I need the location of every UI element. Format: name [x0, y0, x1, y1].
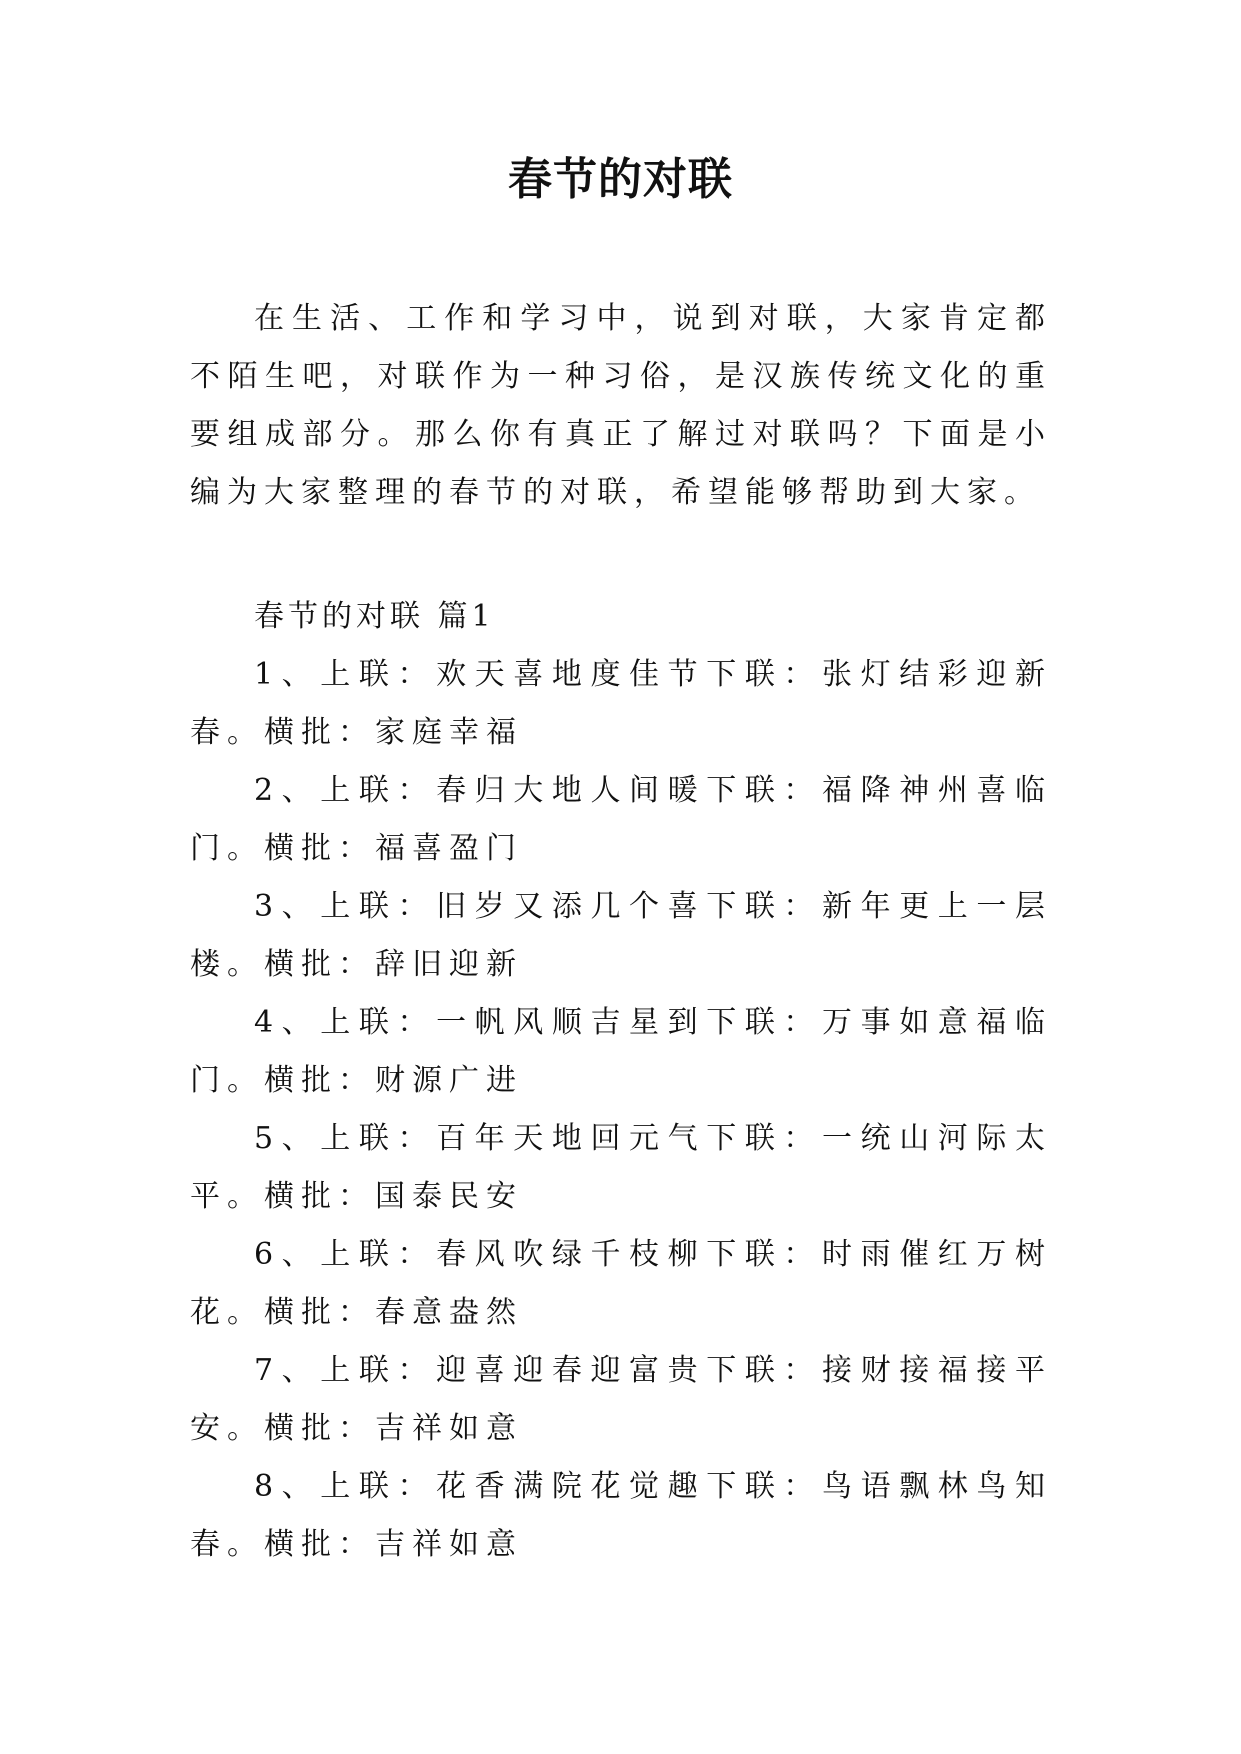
couplet-item: 2、上联：春归大地人间暖下联：福降神州喜临门。横批：福喜盈门 [190, 773, 1052, 866]
couplet-item: 7、上联：迎喜迎春迎富贵下联：接财接福接平安。横批：吉祥如意 [190, 1353, 1052, 1446]
couplet-item: 6、上联：春风吹绿千枝柳下联：时雨催红万树花。横批：春意盎然 [190, 1237, 1052, 1330]
couplet-item: 1、上联：欢天喜地度佳节下联：张灯结彩迎新春。横批：家庭幸福 [190, 657, 1052, 750]
couplet-item: 3、上联：旧岁又添几个喜下联：新年更上一层楼。横批：辞旧迎新 [190, 889, 1052, 982]
document-body [190, 290, 1052, 1574]
couplet-item: 4、上联：一帆风顺吉星到下联：万事如意福临门。横批：财源广进 [190, 1005, 1052, 1098]
section-heading: 春节的对联 篇1 [254, 599, 495, 634]
couplet-item: 8、上联：花香满院花觉趣下联：鸟语飘林鸟知春。横批：吉祥如意 [190, 1469, 1052, 1562]
couplet-item: 5、上联：百年天地回元气下联：一统山河际太平。横批：国泰民安 [190, 1121, 1052, 1214]
document-title: 春节的对联 [508, 154, 733, 205]
intro-paragraph: 在生活、工作和学习中，说到对联，大家肯定都不陌生吧，对联作为一种习俗，是汉族传统文化的重要组成部分。那么你有真正了解过对联吗？下面是小编为大家整理的春节的对联，希望能够帮助到大家。 [190, 301, 1052, 510]
